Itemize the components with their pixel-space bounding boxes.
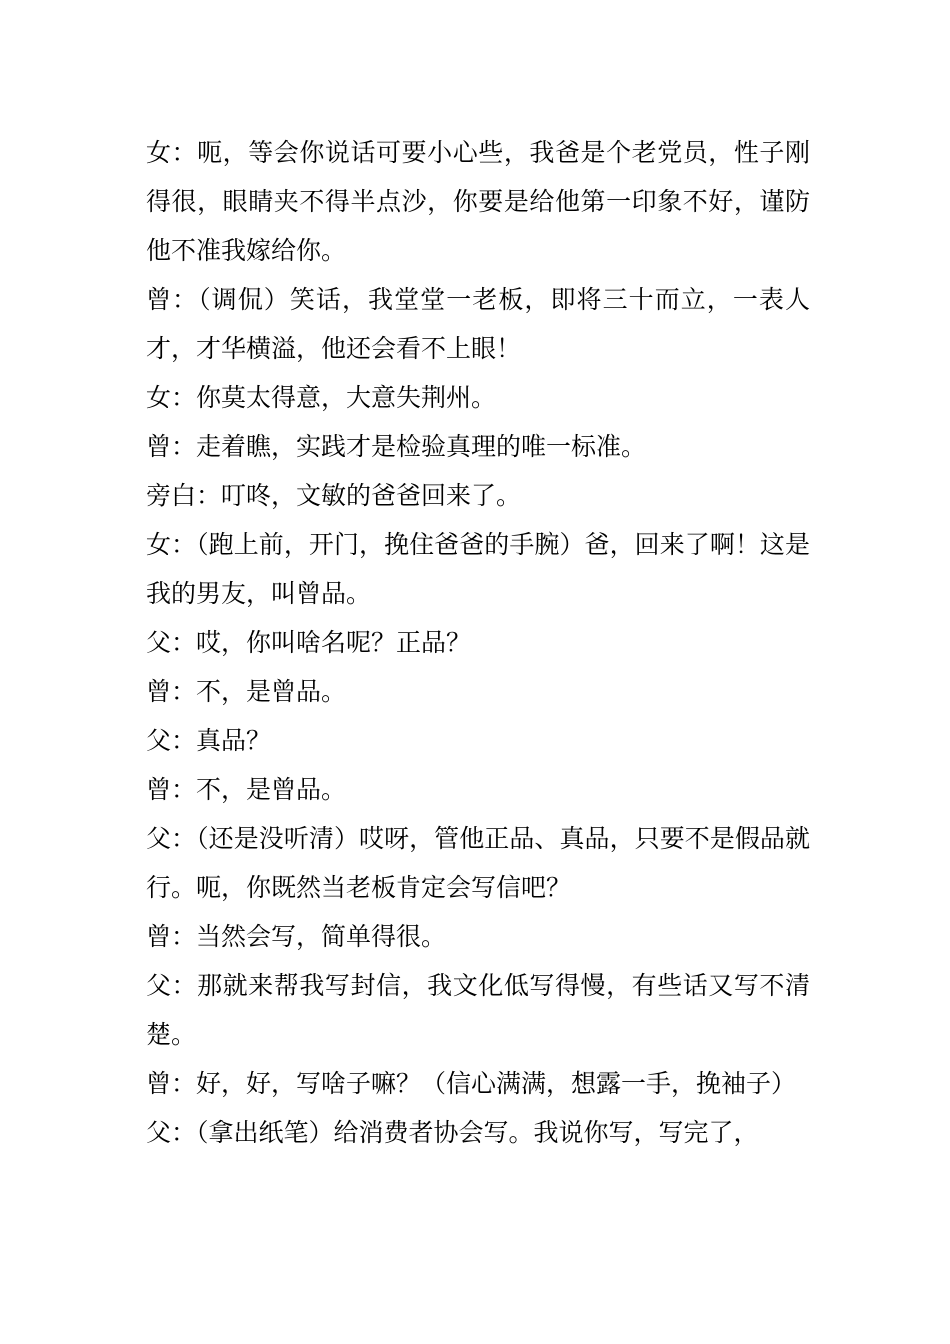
paragraph: 父：（拿出纸笔）给消费者协会写。我说你写，写完了， xyxy=(146,1118,759,1147)
paragraph: 女：你莫太得意，大意失荆州。 xyxy=(146,383,497,412)
paragraph: 曾：不，是曾品。 xyxy=(146,775,347,804)
paragraph: 女：（跑上前，开门，挽住爸爸的手腕）爸，回来了啊！这是我的男友，叫曾品。 xyxy=(146,530,810,608)
paragraph: 女：呃，等会你说话可要小心些，我爸是个老党员，性子刚得很，眼睛夹不得半点沙，你要是给他第一印象不好，谨防他不准我嫁给你。 xyxy=(146,138,810,265)
paragraph: 旁白：叮咚，文敏的爸爸回来了。 xyxy=(146,481,522,510)
paragraph: 曾：（调侃）笑话，我堂堂一老板，即将三十而立，一表人才，才华横溢，他还会看不上眼！ xyxy=(146,285,810,363)
paragraph: 父：那就来帮我写封信，我文化低写得慢，有些话又写不清楚。 xyxy=(146,971,810,1049)
paragraph: 曾：走着瞧，实践才是检验真理的唯一标准。 xyxy=(146,432,647,461)
paragraph: 曾：当然会写，简单得很。 xyxy=(146,922,447,951)
paragraph: 父：（还是没听清）哎呀，管他正品、真品，只要不是假品就行。呃，你既然当老板肯定会写信吧？ xyxy=(146,824,810,902)
paragraph: 父：真品？ xyxy=(146,726,272,755)
paragraph: 曾：好，好，写啥子嘛？（信心满满，想露一手，挽袖子） xyxy=(146,1069,797,1098)
dialogue-text xyxy=(146,128,810,1157)
paragraph: 父：哎，你叫啥名呢？正品？ xyxy=(146,628,472,657)
paragraph: 曾：不，是曾品。 xyxy=(146,677,347,706)
